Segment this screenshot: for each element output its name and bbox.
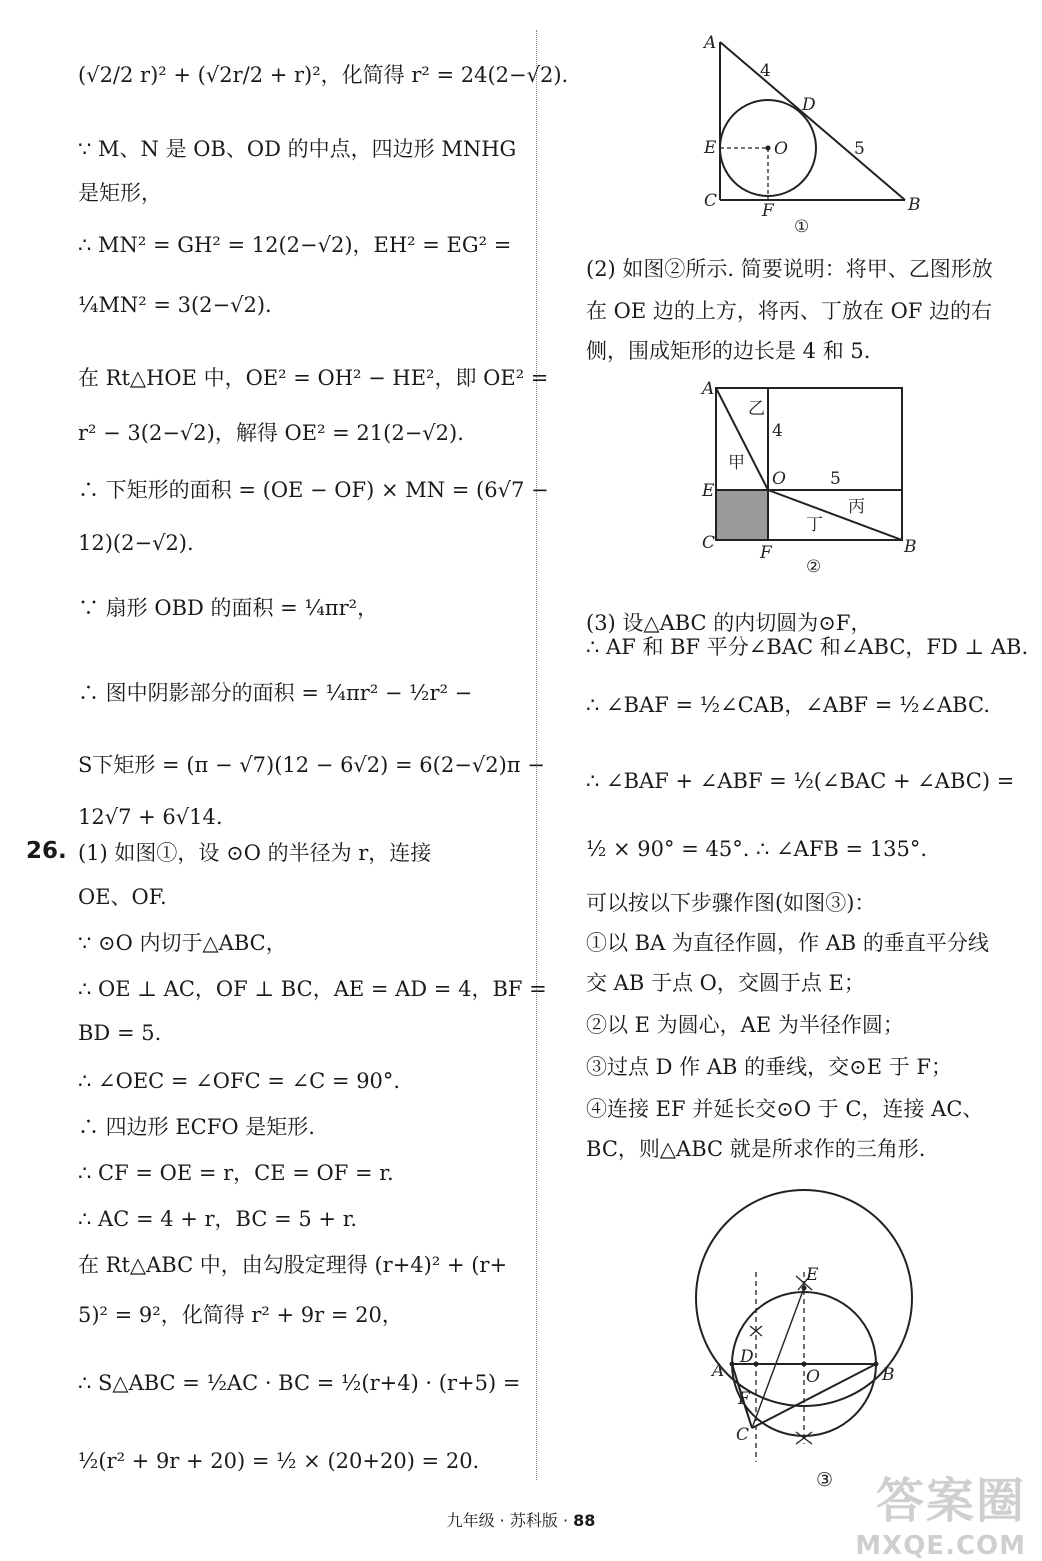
label-e: E xyxy=(806,1265,819,1285)
piece-jia: 甲 xyxy=(728,453,745,473)
text-line: ∴ 四边形 ECFO 是矩形. xyxy=(78,1115,315,1139)
text-line: 在 Rt△ABC 中，由勾股定理得 (r+4)² + (r+ xyxy=(78,1253,508,1277)
text-line: 5)² = 9²，化简得 r² + 9r = 20， xyxy=(78,1303,403,1327)
footer-text: 九年级 · 苏科版 · xyxy=(446,1511,569,1530)
label-b: B xyxy=(882,1365,895,1385)
question-number: 26. xyxy=(26,838,67,864)
text-line: ∴ 图中阴影部分的面积 = ¼πr² − ½r² − xyxy=(78,681,473,705)
point-b xyxy=(874,1362,879,1367)
label-f: F xyxy=(738,1389,750,1409)
text-line: ¼MN² = 3(2−√2). xyxy=(78,293,272,317)
text-line: (3) 设△ABC 的内切圆为⊙F， xyxy=(586,611,872,635)
label-d: D xyxy=(740,1347,754,1367)
figure-3 xyxy=(686,1176,942,1496)
text-line: ①以 BA 为直径作圆，作 AB 的垂直平分线 xyxy=(586,931,989,955)
label-b: B xyxy=(908,195,921,215)
text-line: ½(r² + 9r + 20) = ½ × (20+20) = 20. xyxy=(78,1449,480,1473)
text-line: 侧，围成矩形的边长是 4 和 5. xyxy=(586,339,871,363)
figure-2 xyxy=(690,372,930,582)
piece-yi: 乙 xyxy=(748,399,765,419)
text-line: OE、OF. xyxy=(78,885,167,909)
text-line: ∴ AF 和 BF 平分∠BAC 和∠ABC，FD ⊥ AB. xyxy=(586,635,1029,659)
label-c: C xyxy=(704,191,718,211)
text-line: BC，则△ABC 就是所求作的三角形. xyxy=(586,1137,926,1161)
text-line: BD = 5. xyxy=(78,1021,162,1045)
text-line: ∴ OE ⊥ AC，OF ⊥ BC，AE = AD = 4，BF = xyxy=(78,977,547,1001)
center-point xyxy=(766,146,771,151)
label-e: E xyxy=(704,138,717,158)
segment-ab xyxy=(720,42,905,200)
text-line: ②以 E 为圆心，AE 为半径作圆； xyxy=(586,1013,904,1037)
text-line: 交 AB 于点 O，交圆于点 E； xyxy=(586,971,865,995)
point-o xyxy=(802,1362,807,1367)
watermark-url: MXQE.COM xyxy=(855,1531,1026,1561)
piece-bing: 丙 xyxy=(848,497,865,517)
label-f: F xyxy=(760,543,772,563)
text-line: 是矩形， xyxy=(78,181,162,205)
text-line: 12)(2−√2). xyxy=(78,531,194,555)
text-line: ∴ ∠BAF + ∠ABF = ½(∠BAC + ∠ABC) = xyxy=(586,769,1015,793)
figure-caption: ① xyxy=(794,217,810,237)
text-line: ∴ ∠OEC = ∠OFC = ∠C = 90°. xyxy=(78,1069,401,1093)
text-line: 在 Rt△HOE 中，OE² = OH² − HE²，即 OE² = xyxy=(78,366,549,390)
text-line: ∴ AC = 4 + r，BC = 5 + r. xyxy=(78,1207,358,1231)
label-f: F xyxy=(762,201,774,221)
text-line: r² − 3(2−√2)，解得 OE² = 21(2−√2). xyxy=(78,421,464,445)
label-o: O xyxy=(772,469,786,489)
text-line: (1) 如图①，设 ⊙O 的半径为 r，连接 xyxy=(78,841,432,865)
point-e xyxy=(802,1286,807,1291)
label-a: A xyxy=(712,1361,725,1381)
length-ad: 4 xyxy=(760,61,771,81)
text-line: ½ × 90° = 45°. ∴ ∠AFB = 135°. xyxy=(586,837,928,861)
text-line: ③过点 D 作 AB 的垂线，交⊙E 于 F； xyxy=(586,1055,952,1079)
label-a: A xyxy=(704,33,717,53)
shaded-square xyxy=(716,490,768,540)
text-line: (√2/2 r)² + (√2r/2 + r)²，化简得 r² = 24(2−√2). xyxy=(78,63,569,87)
label-b: B xyxy=(904,537,917,557)
label-o: O xyxy=(806,1367,820,1387)
text-line: ∵ M、N 是 OB、OD 的中点，四边形 MNHG xyxy=(78,137,517,161)
text-line: 可以按以下步骤作图(如图③)： xyxy=(586,891,876,915)
text-line: ∴ 下矩形的面积 = (OE − OF) × MN = (6√7 − xyxy=(78,478,549,502)
text-line: ∵ 扇形 OBD 的面积 = ¼πr²， xyxy=(78,596,379,620)
text-line: ∴ ∠BAF = ½∠CAB，∠ABF = ½∠ABC. xyxy=(586,693,991,717)
label-a: A xyxy=(702,379,715,399)
label-d: D xyxy=(802,95,816,115)
text-line: S下矩形 = (π − √7)(12 − 6√2) = 6(2−√2)π − xyxy=(78,753,545,777)
point-d xyxy=(754,1362,759,1367)
label-o: O xyxy=(774,139,788,159)
text-line: ∴ S△ABC = ½AC · BC = ½(r+4) · (r+5) = xyxy=(78,1371,521,1395)
text-line: 12√7 + 6√14. xyxy=(78,805,223,829)
piece-ding: 丁 xyxy=(806,515,823,535)
figure-caption: ③ xyxy=(816,1469,834,1491)
label-c: C xyxy=(702,533,716,553)
text-line: 在 OE 边的上方，将丙、丁放在 OF 边的右 xyxy=(586,299,993,323)
text-line: ∴ MN² = GH² = 12(2−√2)，EH² = EG² = xyxy=(78,233,512,257)
text-line: (2) 如图②所示. 简要说明：将甲、乙图形放 xyxy=(586,257,993,281)
page-number: 88 xyxy=(573,1511,596,1530)
figure-caption: ② xyxy=(806,557,822,577)
watermark xyxy=(855,1462,1026,1561)
length-db: 5 xyxy=(854,139,865,159)
length-up: 4 xyxy=(772,421,783,441)
text-line: ∵ ⊙O 内切于△ABC， xyxy=(78,931,287,955)
label-e: E xyxy=(702,481,715,501)
segment-ef xyxy=(752,1288,804,1428)
text-line: ④连接 EF 并延长交⊙O 于 C，连接 AC、 xyxy=(586,1097,984,1121)
text-line: ∴ CF = OE = r，CE = OF = r. xyxy=(78,1161,394,1185)
watermark-brand: 答案圈 xyxy=(875,1473,1026,1529)
label-c: C xyxy=(736,1425,750,1445)
point-a xyxy=(730,1362,735,1367)
length-right: 5 xyxy=(830,469,841,489)
figure-1 xyxy=(690,30,930,240)
line-ob xyxy=(768,490,902,540)
